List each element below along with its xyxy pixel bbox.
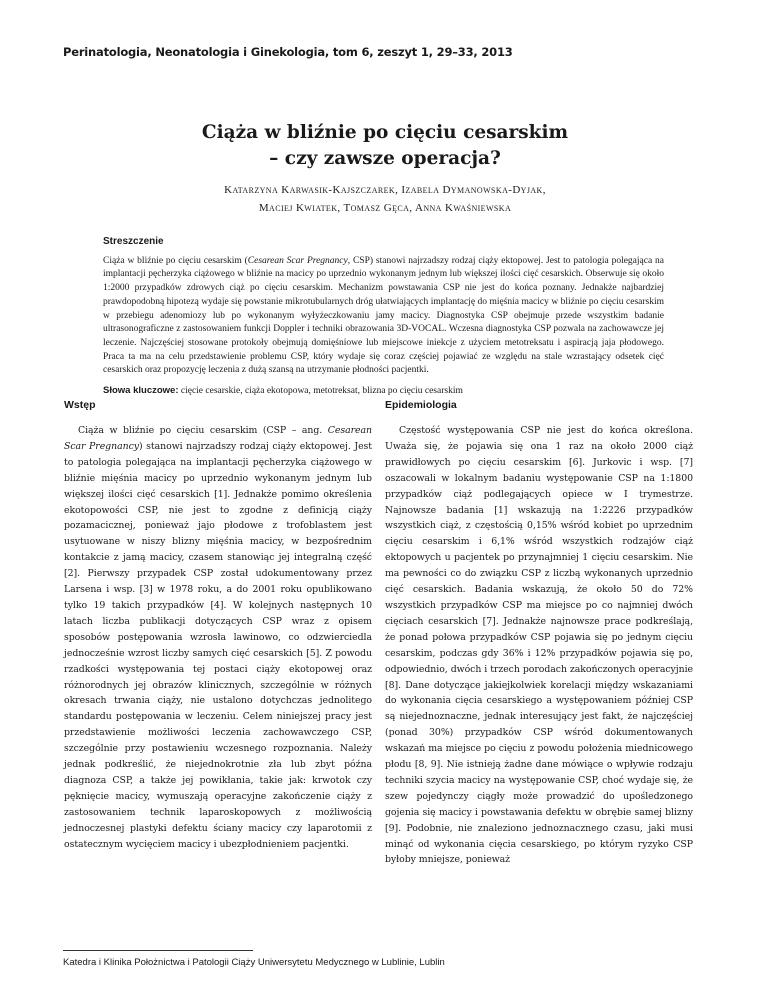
authors-line-2: Maciej Kwiatek, Tomasz Gęca, Anna Kwaśniewska xyxy=(258,202,512,214)
keywords xyxy=(103,384,664,399)
introduction-text-start: Ciąża w bliźnie po cięciu cesarskim (CSP – ang. xyxy=(78,425,328,436)
epidemiology-paragraph: Częstość występowania CSP nie jest do końca określona. Uważa się, że pojawia się ona 1 raz na około 2000 ciąż prawidłowych po cięciu cesarskim [6]. Jurkovic i wsp. [7] oszacowali w lokalnym badaniu występowanie CSP na 1:1800 przypadków ciąż podlegających opiece w I trymestrze. Najnowsze badania [1] wskazują na 1:2226 przypadków wszystkich ciąż, z częstością 0,15% wśród kobiet po uprzednim cięciu cesarskim i 6,1% wśród wszystkich rodzajów ciąż ektopowych u pacjentek po przynajmniej 1 cięciu cesarskim. Nie ma pewności co do związku CSP z liczbą wykonanych uprzednio cięć cesarskich. Badania wskazują, że około 50 do 72% wszystkich przypadków CSP ma miejsce po co najmniej dwóch cięciach cesarskich [7]. Jednakże najnowsze prace podkreślają, że ponad połowa przypadków CSP pojawia się po jednym cięciu cesarskim, podczas gdy 36% i 12% przypadków pojawia się po, odpowiednio, dwóch i trzech porodach zakończonych operacyjnie [8]. Dane dotyczące jakiejkolwiek korelacji między wskazaniami do wykonania cięcia cesarskiego a występowaniem później CSP są niejednoznaczne, jednak interesujący jest fakt, że najczęściej (ponad 30%) przypadków CSP wśród dokumentowanych wskazań ma miejsce po cięciu z powodu położenia miednicowego płodu [8, 9]. Nie istnieją żadne dane mówiące o wpływie rodzaju techniki szycia macicy na występowanie CSP, choć wydaje się, że szew pojedynczy ciągły może prowadzić do upośledzonego gojenia się macicy i powstawania defektu w obrębie samej blizny [9]. Podobnie, nie znaleziono jednoznacznego czasu, jaki musi minąć od wykonania cięcia cesarskiego, po którym ryzyko CSP byłoby mniejsze, ponieważ xyxy=(385,425,693,866)
abstract-body-rest: , CSP) stanowi najrzadszy rodzaj ciąży ektopowej. Jest to patologia polegająca na implantacji pęcherzyka ciążowego w bliźnie na macicy po uprzednio wykonanym jednym lub większej ilości cięć cesarskich. Obserwuje się około 1:2000 przypadków zdrowych ciąż po cięciu cesarskim. Mechanizm powstawania CSP nie jest do końca poznany. Jednakże najbardziej prawdopodobną hipotezą wydaje się powstanie mikrotubularnych dróg ułatwiających implantację do mięśnia macicy w bliźnie po cięciu cesarskim w przebiegu adenomiozy lub po wykonanym wyłyżeczkowaniu jamy macicy. Diagnostyka CSP obejmuje przede wszystkim badanie ultrasonograficzne z zastosowaniem funkcji Doppler i techniki obrazowania 3D-VOCAL. Wczesna diagnostyka CSP pozwala na zachowawcze jej leczenie. Najczęściej stosowane protokoły obejmują domięśniowe lub miejscowe iniekcje z użyciem metotreksatu i aspiracją jaja płodowego. Praca ta ma na celu przedstawienie problemu CSP, który wydaje się coraz częściej pojawiać ze względu na stale wzrastający odsetek cięć cesarskich oraz propozycję leczenia z dużą szansą na utrzymanie płodności pacjentki. xyxy=(103,255,664,376)
introduction-paragraph xyxy=(64,423,372,852)
keywords-list: cięcie cesarskie, ciąża ekotopowa, metotreksat, blizna po cięciu cesarskim xyxy=(180,386,463,397)
section-heading-epidemiology: Epidemiologia xyxy=(385,399,457,411)
section-heading-introduction: Wstęp xyxy=(64,399,96,411)
right-column xyxy=(385,398,693,868)
keywords-label: Słowa kluczowe: xyxy=(103,385,179,397)
abstract-body-start: Ciąża w bliźnie po cięciu cesarskim ( xyxy=(103,255,248,266)
footnote-divider xyxy=(63,950,253,951)
abstract-term: Cesarean Scar Pregnancy xyxy=(247,255,348,266)
introduction-term: Cesarean Scar Pregnancy xyxy=(64,425,372,452)
abstract-body xyxy=(103,255,664,378)
journal-header: Perinatologia, Neonatologia i Ginekologia, tom 6, zeszyt 1, 29–33, 2013 xyxy=(63,45,513,59)
abstract-heading: Streszczenie xyxy=(103,236,164,247)
title-line-2: – czy zawsze operacja? xyxy=(269,148,501,169)
title-line-1: Ciąża w bliźnie po cięciu cesarskim xyxy=(201,122,569,143)
authors-line-1: Katarzyna Karwasik-Kajszczarek, Izabela Dymanowska-Dyjak, xyxy=(224,184,546,196)
left-column xyxy=(64,398,372,852)
article-title xyxy=(60,120,710,172)
affiliation-footnote: Katedra i Klinika Położnictwa i Patologii Ciąży Uniwersytetu Medycznego w Lublinie, Lublin xyxy=(63,957,445,968)
abstract-section xyxy=(103,235,664,399)
introduction-text-rest: ) stanowi najrzadszy rodzaj ciąży ektopowej. Jest to patologia polegająca na implantacji pęcherzyka ciążowego w bliźnie mięśnia macicy po uprzednio wykonanym jednym lub większej ilości cięć cesarskich [1]. Jednakże pomimo określenia ekotopowości CSP, nie jest to zgodne z definicją ciąży pozamacicznej, ponieważ jajo płodowe z trofoblastem jest usytuowane w niszy blizny mięśnia macicy, w bezpośrednim kontakcie z jamą macicy, czasem stanowiąc jej integralną część [2]. Pierwszy przypadek CSP został udokumentowany przez Larsena i wsp. [3] w 1978 roku, a do 2001 roku opublikowano tylko 19 takich przypadków [4]. W kolejnych następnych 10 latach liczba publikacji dotyczących CSP wraz z opisem sposobów postępowania wzrosła lawinowo, co odzwierciedla jednocześnie wzrost liczby samych cięć cesarskich [5]. Z powodu rzadkości występowania tej postaci ciąży ekotopowej oraz różnorodnych jej obrazów klinicznych, szczególnie w różnych okresach trwania ciąży, nie ustalono dotychczas jednolitego standardu postępowania w leczeniu. Celem niniejszej pracy jest przedstawienie możliwości leczenia zachowawczego CSP, szczególnie przy postawieniu wczesnego rozpoznania. Należy jednak podkreślić, że niejednokrotnie zła lub zbyt późna diagnoza CSP, a także jej powikłania, takie jak: krwotok czy pęknięcie macicy, wymuszają operacyjne zakończenie ciąży z zastosowaniem technik laparoskopowych z możliwością jednoczesnej plastyki defektu ściany macicy czy laparotomii z ostatecznym wycięciem macicy i ubezpłodnieniem pacjentki. xyxy=(64,440,373,850)
author-list xyxy=(60,181,710,217)
